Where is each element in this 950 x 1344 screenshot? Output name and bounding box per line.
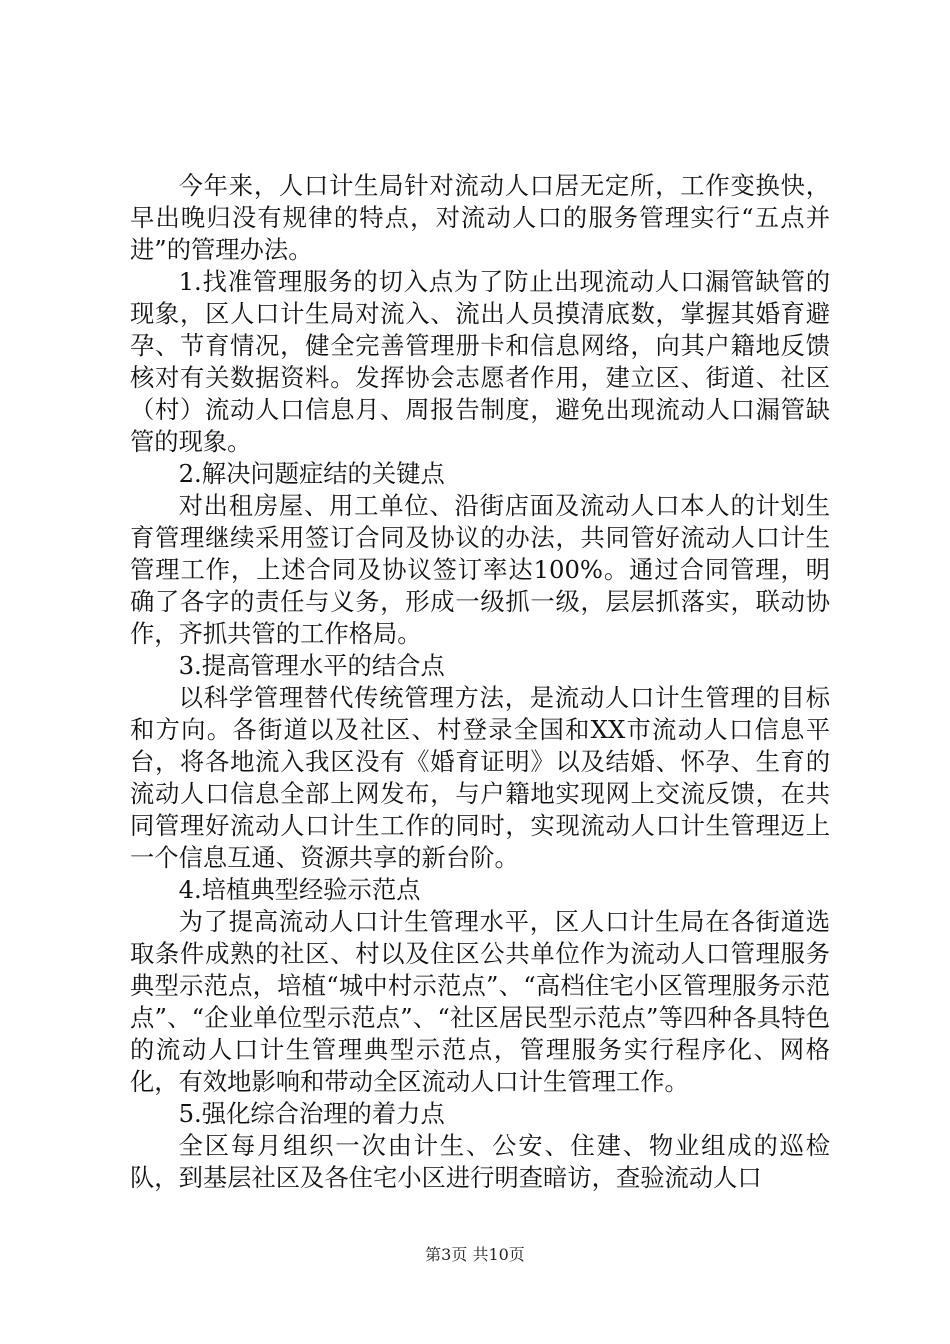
paragraph-point-1: 1.找准管理服务的切入点为了防止出现流动人口漏管缺管的现象，区人口计生局对流入、流出人员摸清底数，掌握其婚育避孕、节育情况，健全完善管理册卡和信息网络，向其户籍地反馈核对有关数据资料。发挥协会志愿者作用，建立区、街道、社区（村）流动人口信息月、周报告制度，避免出现流动人口漏管缺管的现象。 <box>130 267 830 456</box>
heading-point-2: 2.解决问题症结的关键点 <box>178 459 445 488</box>
heading-point-3: 3.提高管理水平的结合点 <box>178 651 445 680</box>
paragraph-point-3: 以科学管理替代传统管理方法，是流动人口计生管理的目标和方向。各街道以及社区、村登录全国和XX市流动人口信息平台，将各地流入我区没有《婚育证明》以及结婚、怀孕、生育的流动人口信息全部上网发布，与户籍地实现网上交流反馈，在共同管理好流动人口计生工作的同时，实现流动人口计生管理迈上一个信息互通、资源共享的新台阶。 <box>130 683 830 872</box>
heading-point-4: 4.培植典型经验示范点 <box>178 875 421 904</box>
paragraph-point-5: 全区每月组织一次由计生、公安、住建、物业组成的巡检队，到基层社区及各住宅小区进行明查暗访，查验流动人口 <box>130 1131 830 1192</box>
page-number-footer: 第3页 共10页 <box>425 1245 525 1264</box>
paragraph-point-2: 对出租房屋、用工单位、沿街店面及流动人口本人的计划生育管理继续采用签订合同及协议的办法，共同管好流动人口计生管理工作，上述合同及协议签订率达100%。通过合同管理，明确了各字的责任与义务，形成一级抓一级，层层抓落实，联动协作，齐抓共管的工作格局。 <box>130 491 830 648</box>
paragraph-point-4: 为了提高流动人口计生管理水平，区人口计生局在各街道选取条件成熟的社区、村以及住区公共单位作为流动人口管理服务典型示范点，培植“城中村示范点”、“高档住宅小区管理服务示范点”、“企业单位型示范点”、“社区居民型示范点”等四种各具特色的流动人口计生管理典型示范点，管理服务实行程序化、网格化，有效地影响和带动全区流动人口计生管理工作。 <box>130 907 830 1096</box>
paragraph-intro: 今年来，人口计生局针对流动人口居无定所，工作变换快，早出晚归没有规律的特点，对流动人口的服务管理实行“五点并进”的管理办法。 <box>130 171 830 264</box>
document-body <box>130 170 830 1194</box>
heading-point-5: 5.强化综合治理的着力点 <box>178 1099 445 1128</box>
